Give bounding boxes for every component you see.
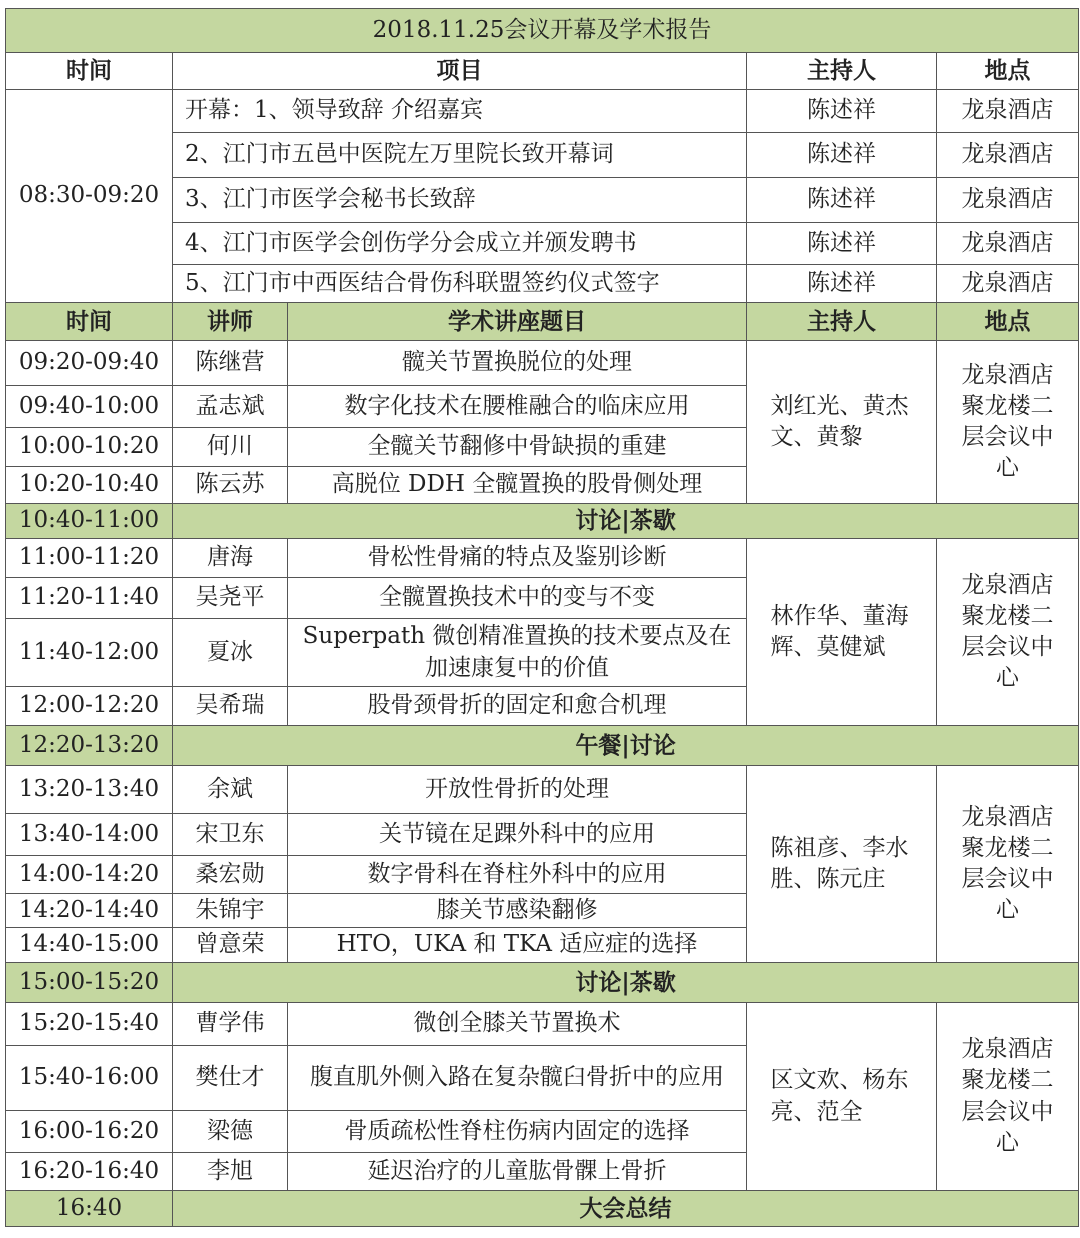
talk-time: 15:20-15:40 xyxy=(6,1003,173,1046)
session-host-text: 林作华、董海辉、莫健斌 xyxy=(770,602,909,660)
talk-speaker: 吴希瑞 xyxy=(173,687,288,726)
session-host-text: 陈祖彦、李水胜、陈元庄 xyxy=(770,834,909,892)
talk-topic xyxy=(288,894,747,928)
session-host xyxy=(747,539,937,726)
talk-topic xyxy=(288,467,747,504)
talk-time: 13:40-14:00 xyxy=(6,814,173,856)
talk-speaker: 李旭 xyxy=(173,1153,288,1191)
break-label: 讨论|茶歇 xyxy=(173,504,1079,539)
talk-topic xyxy=(288,578,747,619)
talk-speaker: 余斌 xyxy=(173,766,288,814)
talk-time: 16:20-16:40 xyxy=(6,1153,173,1191)
talk-speaker: 梁德 xyxy=(173,1111,288,1153)
header-time: 时间 xyxy=(6,53,173,90)
talk-topic xyxy=(288,428,747,467)
talk-topic xyxy=(288,687,747,726)
talk-topic-text: 骨质疏松性脊柱伤病内固定的选择 xyxy=(344,1117,690,1144)
conference-schedule-table xyxy=(5,8,1079,1227)
header-host: 主持人 xyxy=(747,303,937,341)
talk-time: 10:20-10:40 xyxy=(6,467,173,504)
talk-time: 11:40-12:00 xyxy=(6,619,173,687)
opening-item: 4、江门市医学会创伤学分会成立并颁发聘书 xyxy=(173,223,747,265)
talk-topic-text: 髋关节置换脱位的处理 xyxy=(402,349,632,376)
talk-topic-text: Superpath 微创精准置换的技术要点及在加速康复中的价值 xyxy=(302,623,732,681)
opening-host: 陈述祥 xyxy=(747,178,937,223)
opening-header-row xyxy=(6,53,1079,90)
talk-speaker: 唐海 xyxy=(173,539,288,578)
opening-item: 开幕：1、领导致辞 介绍嘉宾 xyxy=(173,90,747,133)
break-label: 午餐|讨论 xyxy=(173,726,1079,766)
header-host: 主持人 xyxy=(747,53,937,90)
talk-time: 16:00-16:20 xyxy=(6,1111,173,1153)
break-time: 10:40-11:00 xyxy=(6,504,173,539)
talk-topic xyxy=(288,814,747,856)
talk-speaker: 陈云苏 xyxy=(173,467,288,504)
break-time: 16:40 xyxy=(6,1191,173,1227)
talk-speaker: 陈继营 xyxy=(173,341,288,386)
opening-row xyxy=(6,90,1079,133)
talk-speaker: 夏冰 xyxy=(173,619,288,687)
session-host-text: 刘红光、黄杰文、黄黎 xyxy=(770,392,909,450)
header-location: 地点 xyxy=(937,53,1079,90)
header-time: 时间 xyxy=(6,303,173,341)
talk-row xyxy=(6,1003,1079,1046)
talk-row xyxy=(6,766,1079,814)
schedule-title: 2018.11.25会议开幕及学术报告 xyxy=(6,9,1079,53)
talk-topic xyxy=(288,1111,747,1153)
session-location-text: 龙泉酒店聚龙楼二层会议中心 xyxy=(961,361,1054,482)
break-row xyxy=(6,1191,1079,1227)
talk-topic-text: 骨松性骨痛的特点及鉴别诊断 xyxy=(367,544,667,571)
opening-location: 龙泉酒店 xyxy=(937,133,1079,178)
opening-item: 5、江门市中西医结合骨伤科联盟签约仪式签字 xyxy=(173,265,747,303)
talk-time: 11:20-11:40 xyxy=(6,578,173,619)
talk-topic xyxy=(288,928,747,963)
talk-speaker: 何川 xyxy=(173,428,288,467)
header-topic: 学术讲座题目 xyxy=(288,303,747,341)
lecture-header-row xyxy=(6,303,1079,341)
talk-speaker: 吴尧平 xyxy=(173,578,288,619)
talk-time: 15:40-16:00 xyxy=(6,1046,173,1111)
talk-time: 10:00-10:20 xyxy=(6,428,173,467)
talk-topic xyxy=(288,386,747,428)
break-label: 大会总结 xyxy=(173,1191,1079,1227)
talk-topic-text: 高脱位 DDH 全髋置换的股骨侧处理 xyxy=(331,471,703,498)
break-time: 12:20-13:20 xyxy=(6,726,173,766)
talk-topic xyxy=(288,856,747,894)
header-speaker: 讲师 xyxy=(173,303,288,341)
talk-time: 14:20-14:40 xyxy=(6,894,173,928)
talk-time: 12:00-12:20 xyxy=(6,687,173,726)
session-location-text: 龙泉酒店聚龙楼二层会议中心 xyxy=(961,571,1054,692)
talk-topic-text: 数字骨科在脊柱外科中的应用 xyxy=(367,860,667,887)
opening-item: 2、江门市五邑中医院左万里院长致开幕词 xyxy=(173,133,747,178)
opening-location: 龙泉酒店 xyxy=(937,265,1079,303)
talk-time: 09:20-09:40 xyxy=(6,341,173,386)
opening-host: 陈述祥 xyxy=(747,265,937,303)
talk-topic-text: 关节镜在足踝外科中的应用 xyxy=(379,820,655,847)
session-location xyxy=(937,766,1079,963)
talk-topic-text: 开放性骨折的处理 xyxy=(425,775,609,802)
break-label: 讨论|茶歇 xyxy=(173,963,1079,1003)
session-location-text: 龙泉酒店聚龙楼二层会议中心 xyxy=(961,803,1054,924)
talk-topic-text: 股骨颈骨折的固定和愈合机理 xyxy=(367,692,667,719)
talk-time: 09:40-10:00 xyxy=(6,386,173,428)
talk-topic-text: HTO，UKA 和 TKA 适应症的选择 xyxy=(336,931,698,958)
talk-topic-text: 数字化技术在腰椎融合的临床应用 xyxy=(344,392,690,419)
talk-topic-text: 延迟治疗的儿童肱骨髁上骨折 xyxy=(367,1157,667,1184)
talk-topic xyxy=(288,1046,747,1111)
opening-time: 08:30-09:20 xyxy=(6,90,173,303)
talk-topic xyxy=(288,1153,747,1191)
break-time: 15:00-15:20 xyxy=(6,963,173,1003)
talk-speaker: 曹学伟 xyxy=(173,1003,288,1046)
opening-location: 龙泉酒店 xyxy=(937,90,1079,133)
talk-row xyxy=(6,539,1079,578)
talk-topic xyxy=(288,1003,747,1046)
break-row xyxy=(6,504,1079,539)
talk-speaker: 宋卫东 xyxy=(173,814,288,856)
break-row xyxy=(6,726,1079,766)
session-location xyxy=(937,341,1079,504)
talk-speaker: 桑宏勋 xyxy=(173,856,288,894)
talk-topic xyxy=(288,766,747,814)
talk-time: 13:20-13:40 xyxy=(6,766,173,814)
header-location: 地点 xyxy=(937,303,1079,341)
session-host xyxy=(747,766,937,963)
session-host xyxy=(747,341,937,504)
talk-topic xyxy=(288,341,747,386)
break-row xyxy=(6,963,1079,1003)
talk-topic-text: 全髋置换技术中的变与不变 xyxy=(379,584,655,611)
session-location xyxy=(937,1003,1079,1191)
talk-time: 11:00-11:20 xyxy=(6,539,173,578)
opening-host: 陈述祥 xyxy=(747,223,937,265)
session-host xyxy=(747,1003,937,1191)
talk-topic-text: 腹直肌外侧入路在复杂髋臼骨折中的应用 xyxy=(310,1064,724,1091)
opening-location: 龙泉酒店 xyxy=(937,178,1079,223)
talk-speaker: 孟志斌 xyxy=(173,386,288,428)
session-location-text: 龙泉酒店聚龙楼二层会议中心 xyxy=(961,1036,1054,1156)
title-row xyxy=(6,9,1079,53)
talk-topic xyxy=(288,619,747,687)
talk-topic-text: 全髋关节翻修中骨缺损的重建 xyxy=(367,433,667,460)
session-host-text: 区文欢、杨东亮、范全 xyxy=(770,1067,909,1125)
talk-topic-text: 膝关节感染翻修 xyxy=(436,896,598,923)
talk-speaker: 曾意荣 xyxy=(173,928,288,963)
header-item: 项目 xyxy=(173,53,747,90)
talk-row xyxy=(6,341,1079,386)
talk-time: 14:40-15:00 xyxy=(6,928,173,963)
session-location xyxy=(937,539,1079,726)
talk-speaker: 樊仕才 xyxy=(173,1046,288,1111)
talk-speaker: 朱锦宇 xyxy=(173,894,288,928)
opening-item: 3、江门市医学会秘书长致辞 xyxy=(173,178,747,223)
talk-time: 14:00-14:20 xyxy=(6,856,173,894)
opening-host: 陈述祥 xyxy=(747,90,937,133)
opening-host: 陈述祥 xyxy=(747,133,937,178)
talk-topic xyxy=(288,539,747,578)
talk-topic-text: 微创全膝关节置换术 xyxy=(413,1010,621,1037)
opening-location: 龙泉酒店 xyxy=(937,223,1079,265)
